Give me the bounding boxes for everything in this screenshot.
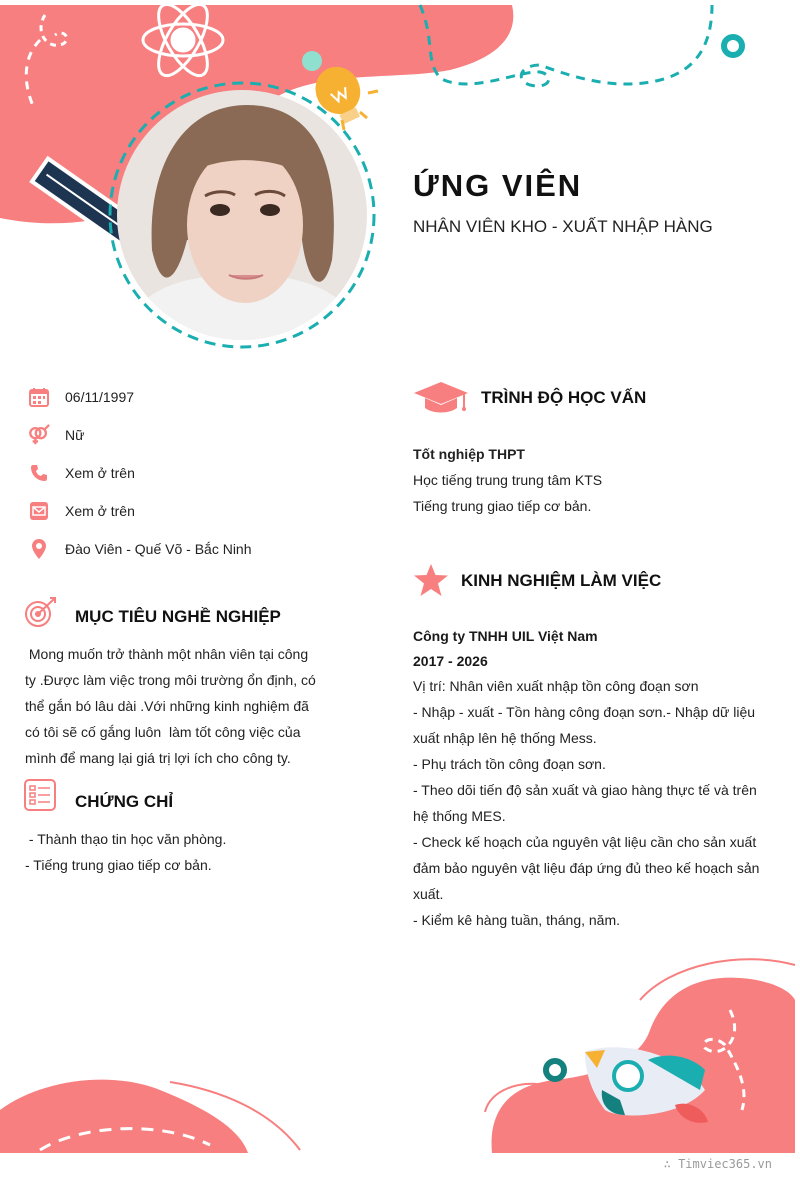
email-text: Xem ở trên (65, 503, 135, 519)
objective-line: mình để mang lại giá trị lợi ích cho công ty. (25, 750, 291, 766)
objective-line: thể gắn bó lâu dài .Với những kinh nghiệm đã (25, 698, 309, 714)
experience-text (413, 673, 769, 933)
experience-line: đảm bảo nguyên vật liệu đáp ứng đủ theo kế hoạch sản (413, 860, 760, 876)
contact-birthday (28, 384, 134, 410)
bulb-top-dot (302, 51, 322, 71)
work-period: 2017 - 2026 (413, 653, 488, 669)
experience-title: KINH NGHIỆM LÀM VIỆC (461, 571, 662, 590)
education-degree: Tốt nghiệp THPT (413, 446, 525, 462)
phone-icon (28, 462, 50, 484)
star-icon (413, 563, 449, 602)
job-title: NHÂN VIÊN KHO - XUẤT NHẬP HÀNG (413, 217, 713, 236)
certificates-title: CHỨNG CHỈ (75, 792, 174, 811)
contact-phone (28, 460, 135, 486)
certificates-list (25, 826, 226, 878)
education-line: Học tiếng trung trung tâm KTS (413, 472, 603, 488)
experience-line: - Check kế hoạch của nguyên vật liệu cần cho sản xuất (413, 834, 757, 850)
address-text: Đào Viên - Quế Võ - Bắc Ninh (65, 541, 252, 557)
objective-line: Mong muốn trở thành một nhân viên tại công (25, 646, 309, 662)
watermark: ∴ Timviec365.vn (663, 1157, 772, 1171)
certificate-item: - Thành thạo tin học văn phòng. (25, 831, 227, 847)
gender-icon (28, 424, 50, 446)
certificate-item: - Tiếng trung giao tiếp cơ bản. (25, 857, 212, 873)
experience-line: xuất nhập lên hệ thống Mess. (413, 730, 597, 746)
experience-line: - Kiểm kê hàng tuần, tháng, năm. (413, 912, 621, 928)
objective-text (25, 641, 317, 771)
objective-title: MỤC TIÊU NGHỀ NGHIỆP (75, 607, 281, 626)
avatar (117, 90, 367, 340)
experience-line: hệ thống MES. (413, 808, 506, 824)
graduation-cap-icon (413, 380, 469, 419)
experience-line: Vị trí: Nhân viên xuất nhập tồn công đoạn sơn (413, 678, 699, 694)
experience-line: - Nhập - xuất - Tồn hàng công đoạn sơn.- Nhập dữ liệu (413, 704, 756, 720)
contact-gender (28, 422, 84, 448)
rocket-ring (546, 1061, 564, 1079)
candidate-name: ỨNG VIÊN (413, 168, 583, 203)
experience-line: - Theo dõi tiến độ sản xuất và giao hàng thực tế và trên (413, 782, 757, 798)
company-name: Công ty TNHH UIL Việt Nam (413, 628, 598, 644)
birthday-text: 06/11/1997 (65, 389, 135, 405)
map-pin-icon (28, 538, 50, 560)
target-icon (24, 596, 58, 635)
experience-line: - Phụ trách tồn công đoạn sơn. (413, 756, 606, 772)
experience-line: xuất. (413, 886, 444, 902)
contact-email (28, 498, 135, 524)
checklist-icon (24, 779, 56, 816)
phone-text: Xem ở trên (65, 465, 135, 481)
teal-ring (724, 37, 742, 55)
education-line: Tiếng trung giao tiếp cơ bản. (413, 498, 592, 514)
education-title: TRÌNH ĐỘ HỌC VẤN (481, 388, 647, 407)
envelope-icon (28, 500, 50, 522)
calendar-icon (28, 386, 50, 408)
education-text (413, 441, 773, 519)
objective-line: có tôi sẽ cố gắng luôn làm tốt công việc của (25, 724, 301, 740)
contact-address (28, 536, 252, 562)
gender-text: Nữ (65, 427, 85, 443)
objective-line: ty .Được làm việc trong môi trường ổn định, có (25, 672, 316, 688)
